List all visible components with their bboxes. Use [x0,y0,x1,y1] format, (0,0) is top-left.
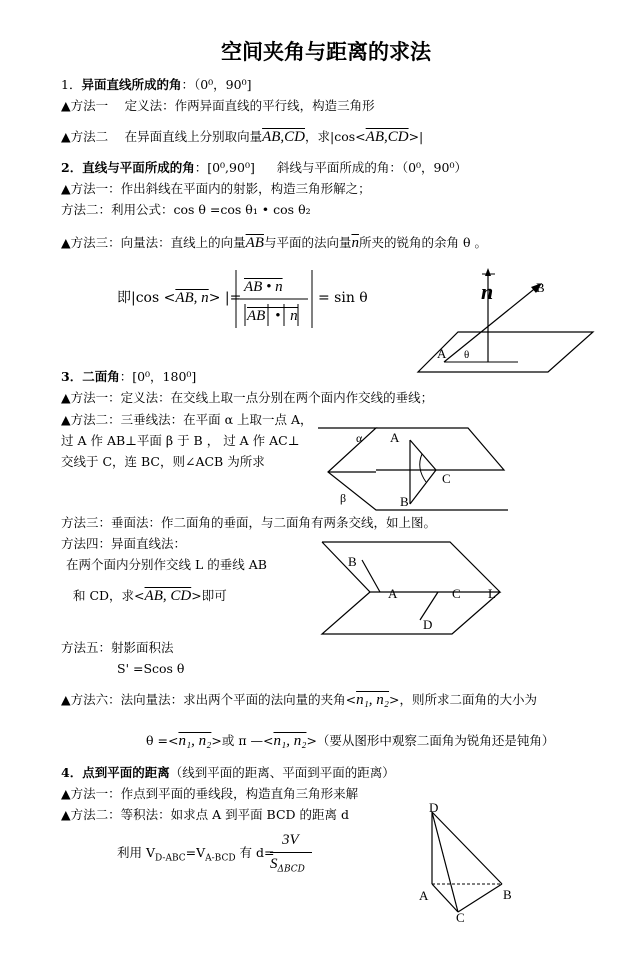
s3-method-1: ▲方法一：定义法：在交线上取一点分别在两个面内作交线的垂线； [61,390,434,405]
tetrahedron-figure [418,800,518,925]
s3-method-4: 方法四：异面直线法： [61,536,187,551]
s1-method-2 [61,129,423,145]
volume-formula-text: 利用 V [117,845,156,860]
fig-label-c: C [456,910,465,925]
fig-label-a: A [388,586,398,601]
vector-ab-cd: AB,CD [365,129,409,145]
s2-method-1: ▲方法一：作出斜线在平面内的射影，构造三角形解之； [61,181,371,196]
s3-method-2: ▲方法二：三垂线法：在平面 α 上取一点 A， [61,412,313,427]
formula-mid: > |= [208,290,242,306]
section-heading: 异面直线所成的角 [81,77,182,92]
fig-label-b: B [503,887,512,902]
s3-method-4-line-2: 在两个面内分别作交线 L 的垂线 AB [66,557,267,572]
volume-formula [117,845,275,867]
s2-method-3-end: 所夹的锐角的余角 θ 。 [358,235,487,250]
normal-vectors: n₁, n₂ [273,733,307,749]
vector-ab-cd: AB, CD [144,588,192,604]
fig-label-a: A [390,430,400,445]
formula-result: = sin θ [318,290,368,306]
s3-method-4-line-3 [73,588,227,604]
fig-label-a: A [437,346,447,361]
vector-ab-cd: AB,CD [262,129,306,145]
formula-denominator: AB • n [247,308,298,324]
section-subtitle: （线到平面的距离、平面到平面的距离） [169,765,395,780]
or-pi-minus: >或 π —< [211,733,274,748]
normal-vectors: n₁, n₂ [178,733,212,749]
s1-method-1: ▲方法一 定义法：作两异面直线的平行线，构造三角形 [61,98,375,113]
s3-method-4-end: >即可 [191,588,227,603]
section-number: 3． [61,369,83,384]
section-number: 4． [61,765,83,780]
section-number: 2． [61,160,83,175]
s4-method-2: ▲方法二：等积法：如求点 A 到平面 BCD 的距离 d [61,807,350,822]
volume-subscript-1: D-ABC [155,853,186,864]
fig-label-d: D [429,800,439,815]
s3-method-6-text: ▲方法六：法向量法：求出两个平面的法向量的夹角< [61,692,357,707]
section-heading: 二面角 [82,369,120,384]
distance-numerator: 3V [282,832,299,848]
s1-method-2-mid: ，求|cos< [305,129,366,144]
fig-label-n: n [481,279,494,304]
formula-prefix: 即|cos < [117,290,176,306]
section-range: ：[0⁰，180⁰] [119,369,197,384]
s3-method-2-line-2: 过 A 作 AB⊥平面 β 于 B ， 过 A 作 AC⊥ [61,433,300,448]
area-s: S [270,856,278,872]
s2-method-3-mid: 与平面的法向量 [263,235,352,250]
section-range: ：[0⁰,90⁰] [194,160,255,175]
s1-method-2-end: >| [408,129,424,144]
dihedral-figure-2 [322,540,510,635]
normal-vectors: n₁, n₂ [356,692,390,708]
fig-label-b: B [400,494,409,509]
fig-label-c: C [442,471,451,486]
volume-has: 有 d= [235,845,275,860]
normal-vector-n: $\overline{n}$ [351,235,359,251]
volume-equals: =V [185,845,206,860]
projection-area-formula: S' =Scos θ [117,661,185,676]
fig-label-beta: β [340,491,347,505]
dihedral-figure-1 [318,420,508,512]
section-range: ：（0⁰，90⁰] [181,77,252,92]
formula-vector: AB, n [175,290,209,306]
s3-method-6 [61,692,537,708]
s3-method-6-end: >，则所求二面角的大小为 [389,692,538,707]
s2-method-2: 方法二：利用公式：cos θ =cos θ₁ • cos θ₂ [61,202,311,217]
fig-label-d: D [423,617,433,632]
s3-method-6-line-2 [146,733,554,749]
distance-denominator [270,856,305,878]
section-number: 1． [61,77,82,92]
section-heading: 直线与平面所成的角 [82,160,195,175]
line-plane-figure [418,266,598,376]
fig-label-b: B [536,280,545,295]
section-heading: 点到平面的距离 [82,765,170,780]
oblique-angle-note: 斜线与平面所成的角：（0⁰，90⁰） [276,160,467,175]
fig-label-l: L [488,586,496,601]
observe-note: >（要从图形中观察二面角为锐角还是钝角） [306,733,555,748]
s3-method-2-line-3: 交线于 C，连 BC，则∠ACB 为所求 [61,454,265,469]
s3-method-5: 方法五：射影面积法 [61,640,174,655]
fig-label-b: B [348,554,357,569]
page-title: 空间夹角与距离的求法 [221,40,431,64]
section-2-heading [61,160,467,176]
s2-method-3-text: ▲方法三：向量法：直线上的向量 [61,235,246,250]
s3-method-3: 方法三：垂面法：作二面角的垂面，与二面角有两条交线，如上图。 [61,515,437,530]
section-1-heading [61,77,251,93]
formula-numerator: AB • n [244,279,283,295]
area-subscript: ΔBCD [277,864,305,875]
fig-label-alpha: α [356,431,363,445]
fig-label-c: C [452,586,461,601]
fig-label-theta: θ [464,349,470,361]
cos-formula [117,290,241,306]
theta-equals: θ =< [146,733,179,748]
fig-label-a: A [419,888,429,903]
s2-method-3 [61,235,487,251]
volume-subscript-2: A-BCD [205,853,236,864]
section-3-heading [61,369,196,385]
s3-method-4-text: 和 CD，求< [73,588,145,603]
s1-method-2-text: ▲方法二 在异面直线上分别取向量 [61,129,263,144]
fraction-bar [270,852,312,853]
section-4-heading [61,765,395,781]
vector-ab: $\overline{AB}$ [245,235,264,251]
s4-method-1: ▲方法一：作点到平面的垂线段，构造直角三角形来解 [61,786,359,801]
